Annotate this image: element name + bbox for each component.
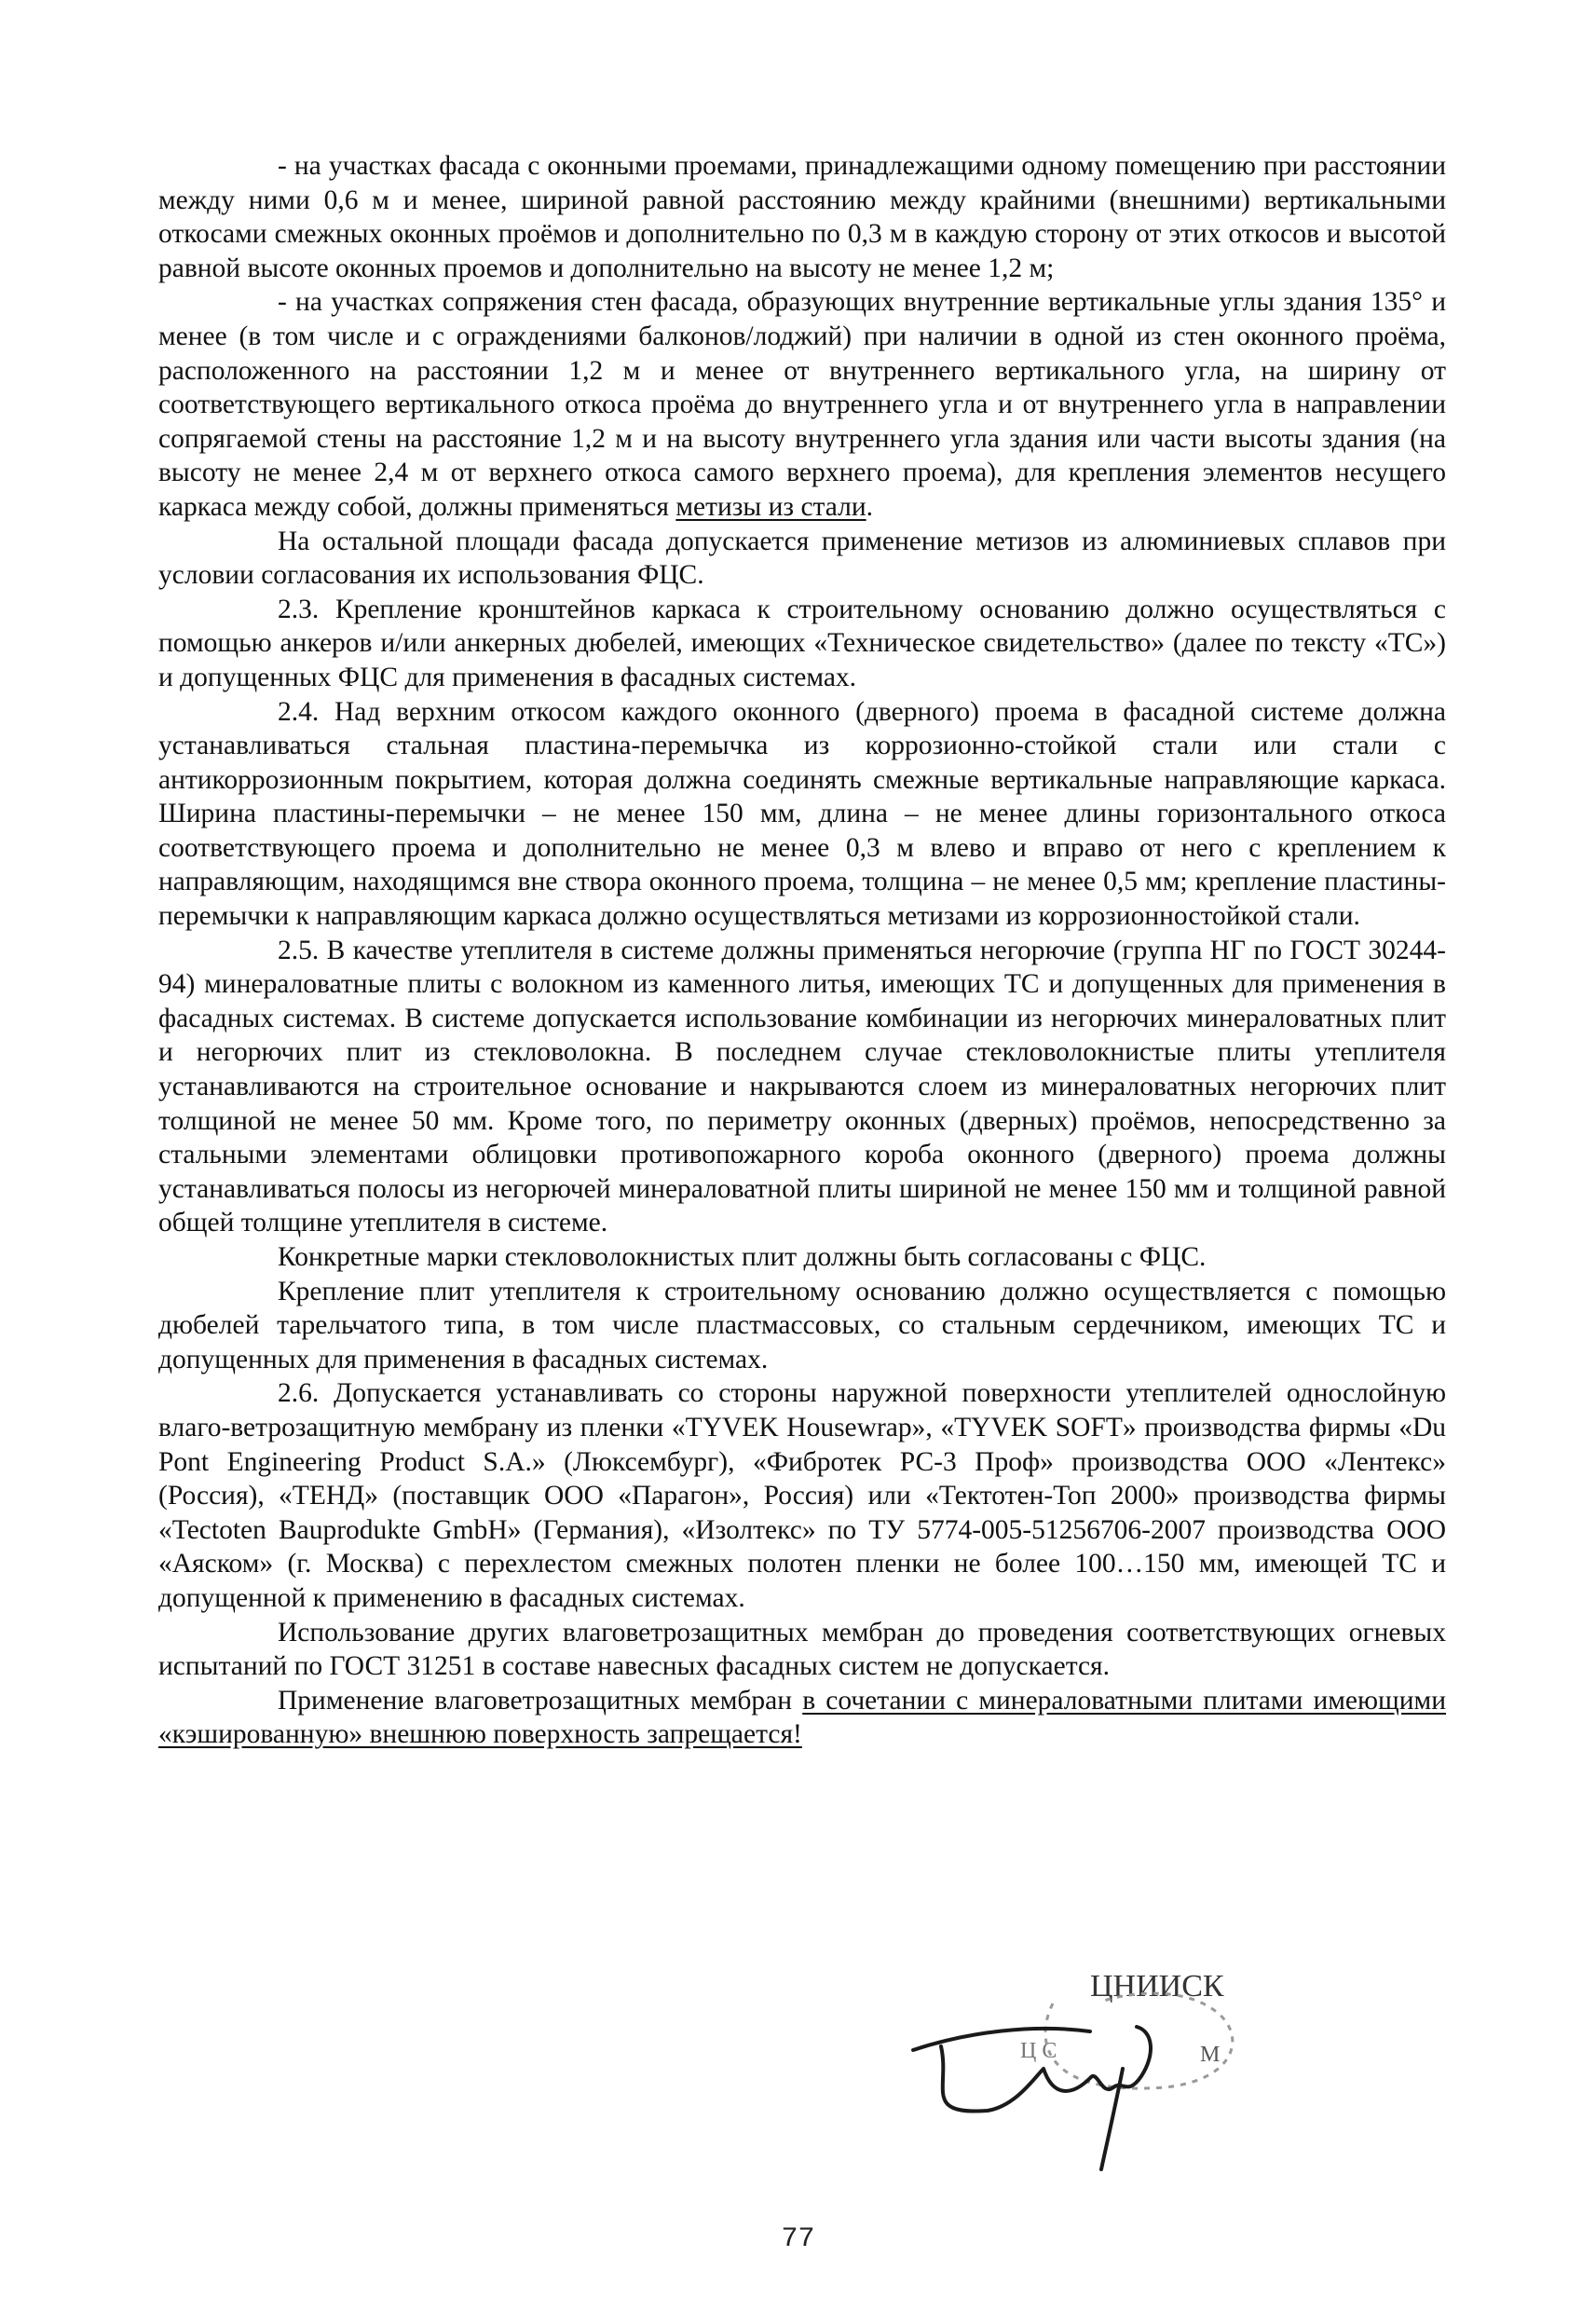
stamp-and-signature xyxy=(857,1957,1267,2171)
stamp-org-text: ЦНИИСК xyxy=(1090,1969,1224,2003)
paragraph-2-6: 2.6. Допускается устанавливать со стороны наружной поверхности утеплителей однослойную влаго-ветрозащитную мембрану из пленки «TYVEK Housewrap», «TYVEK SOFT» производства фирмы «Du Pont Engineering Product S.A.» (Люксембург), «Фибротек РС-3 Проф» производства ООО «Лентекс» (Россия), «ТЕНД» (поставщик ООО «Парагон», Россия) или «Тектотен-Топ 2000» производства фирмы «Tectoten Bauprodukte GmbH» (Германия), «Изолтекс» по ТУ 5774-005-51256706-2007 производства ООО «Аяском» (г. Москва) с перехлестом смежных полотен пленки не более 100…150 мм, имеющей ТС и допущенной к применению в фасадных системах. xyxy=(158,1378,1446,1613)
paragraph-2-5: 2.5. В качестве утеплителя в системе должны применяться негорючие (группа НГ по ГОСТ 30244-94) минераловатные плиты с волокном из каменного литья, имеющих ТС и допущенных для применения в фасадных системах. В системе допускается использование комбинации из негорючих минераловатных плит и негорючих плит из стекловолокна. В последнем случае стекловолокнистые плиты утеплителя устанавливаются на строительное основание и накрываются слоем из минераловатных негорючих плит толщиной не менее 50 мм. Кроме того, по периметру оконных (дверных) проёмов, непосредственно за стальными элементами облицовки противопожарного короба оконного (дверного) проема должны устанавливаться полосы из негорючей минераловатной плиты шириной не менее 150 мм и толщиной равной общей толщине утеплителя в системе. xyxy=(158,935,1446,1238)
paragraph-2-4: 2.4. Над верхним откосом каждого оконного (дверного) проема в фасадной системе должна устанавливаться стальная пластина-перемычка из коррозионно-стойкой стали или стали с антикоррозионным покрытием, которая должна соединять смежные вертикальные направляющие каркаса. Ширина пластины-перемычки – не менее 150 мм, длина – не менее длины горизонтального откоса соответствующего проема и дополнительно не менее 0,3 м влево и вправо от него с креплением к направляющим, находящимся вне створа оконного проема, толщина – не менее 0,5 мм; крепление пластины-перемычки к направляющим каркаса должно осуществляться метизами из коррозионностойкой стали. xyxy=(158,696,1446,932)
stamp-middle-text: Ц С xyxy=(1020,2039,1057,2063)
stamp-ring xyxy=(1045,1993,1233,2088)
underlined-prohibition: в сочетании с минераловатными плитами имеющими «кэшированную» внешнюю поверхность запрещается! xyxy=(158,1685,1446,1750)
underlined-steel-fasteners: метизы из стали xyxy=(675,491,866,522)
body-text xyxy=(158,149,1446,1752)
page-number: 77 xyxy=(781,2223,815,2255)
paragraph-windows: - на участках фасада с оконными проемами, принадлежащими одному помещению при расстоянии между ними 0,6 м и менее, шириной равной расстоянию между крайними (внешними) вертикальными откосами смежных оконных проёмов и дополнительно по 0,3 м в каждую сторону от этих откосов и высотой равной высоте оконных проемов и дополнительно на высоту не менее 1,2 м; xyxy=(158,151,1446,283)
stamp-letter-text: М xyxy=(1200,2043,1221,2067)
paragraph-other-membranes: Использование других влаговетрозащитных мембран до проведения соответствующих огневых испытаний по ГОСТ 31251 в составе навесных фасадных систем не допускается. xyxy=(158,1617,1446,1682)
paragraph-2-3: 2.3. Крепление кронштейнов каркаса к строительному основанию должно осуществляться с помощью анкеров и/или анкерных дюбелей, имеющих «Техническое свидетельство» (далее по тексту «ТС») и допущенных ФЦС для применения в фасадных системах. xyxy=(158,594,1446,692)
paragraph-prohibition: Применение влаговетрозащитных мембран в сочетании с минераловатными плитами имеющими «кэшированную» внешнюю поверхность запрещается! xyxy=(158,1685,1446,1750)
stamp-graphic xyxy=(857,1957,1267,2171)
paragraph-glass-brands: Конкретные марки стекловолокнистых плит должны быть согласованы с ФЦС. xyxy=(278,1242,1207,1272)
paragraph-fixing: Крепление плит утеплителя к строительному основанию должно осуществляется с помощью дюбелей тарельчатого типа, в том числе пластмассовых, со стальным сердечником, имеющих ТС и допущенных для применения в фасадных системах. xyxy=(158,1276,1446,1374)
paragraph-corners: - на участках сопряжения стен фасада, образующих внутренние вертикальные углы здания 135° и менее (в том числе и с ограждениями балконов/лоджий) при наличии в одной из стен оконного проёма, расположенного на расстоянии 1,2 м и менее от внутреннего вертикального угла, на ширину от соответствующего вертикального откоса проёма до внутреннего угла и от внутреннего угла в направлении сопрягаемой стены на расстояние 1,2 м и на высоту внутреннего угла здания или части высоты здания (на высоту не менее 2,4 м от верхнего откоса самого верхнего проема), для крепления элементов несущего каркаса между собой, должны применяться метизы из стали. xyxy=(158,287,1446,522)
paragraph-aluminium: На остальной площади фасада допускается применение метизов из алюминиевых сплавов при условии согласования их использования ФЦС. xyxy=(158,526,1446,591)
